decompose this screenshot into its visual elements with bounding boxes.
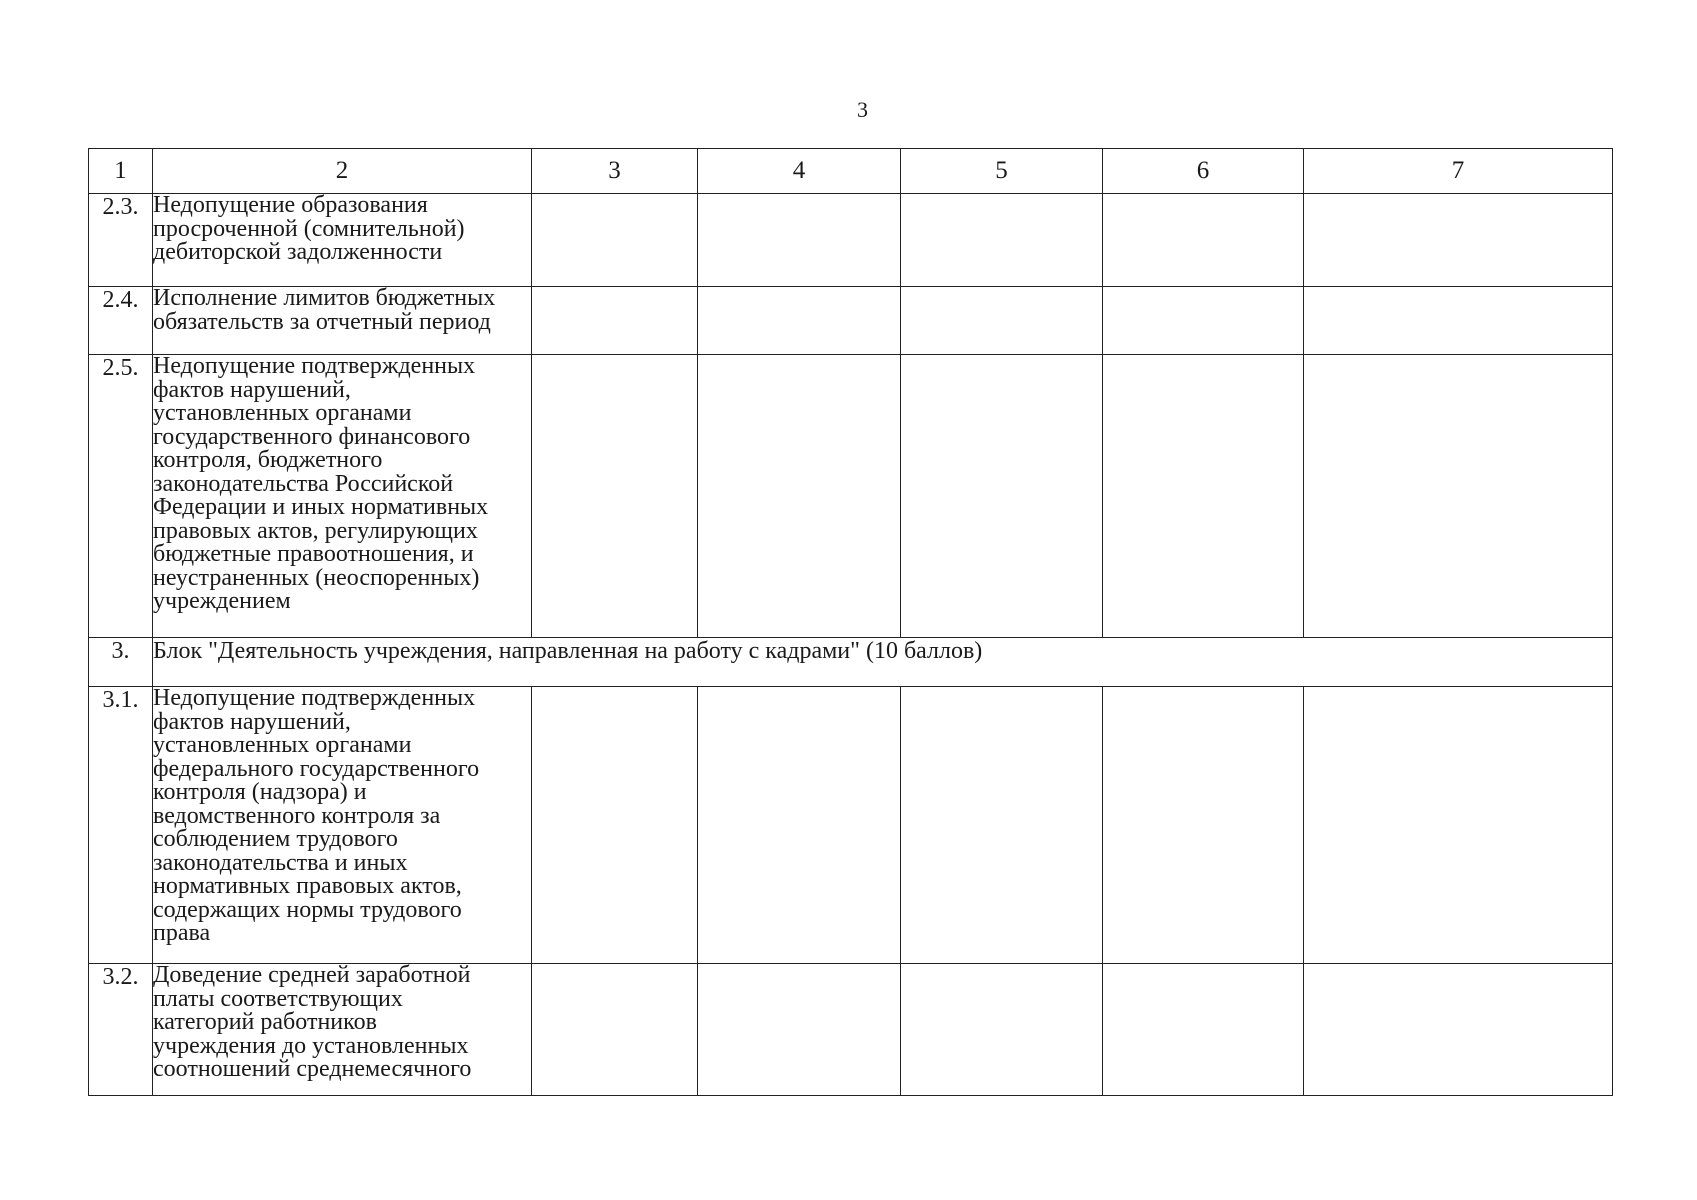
score-cell xyxy=(698,964,901,1096)
score-cell xyxy=(1304,355,1613,638)
block-row xyxy=(89,638,1613,687)
score-cell xyxy=(532,687,698,964)
row-description: Недопущение образования просроченной (сомнительной) дебиторской задолженности xyxy=(153,194,532,287)
column-header: 5 xyxy=(901,149,1103,194)
block-title: Блок "Деятельность учреждения, направленная на работу с кадрами" (10 баллов) xyxy=(153,638,1613,687)
score-cell xyxy=(1103,687,1304,964)
score-cell xyxy=(698,687,901,964)
score-cell xyxy=(698,194,901,287)
row-description: Доведение средней заработной платы соответствующих категорий работников учреждения до установленных соотношений среднемесячного xyxy=(153,964,532,1096)
score-cell xyxy=(532,964,698,1096)
score-cell xyxy=(1304,194,1613,287)
column-header: 7 xyxy=(1304,149,1613,194)
criteria-table xyxy=(88,148,1613,1096)
row-number: 2.5. xyxy=(89,355,153,638)
table-row xyxy=(89,287,1613,355)
table-row xyxy=(89,194,1613,287)
row-number: 3. xyxy=(89,638,153,687)
table-row xyxy=(89,964,1613,1096)
score-cell xyxy=(901,687,1103,964)
score-cell xyxy=(901,964,1103,1096)
table-row xyxy=(89,355,1613,638)
score-cell xyxy=(1304,964,1613,1096)
row-number: 3.1. xyxy=(89,687,153,964)
row-number: 3.2. xyxy=(89,964,153,1096)
score-cell xyxy=(1304,287,1613,355)
score-cell xyxy=(532,194,698,287)
column-header: 1 xyxy=(89,149,153,194)
row-number: 2.3. xyxy=(89,194,153,287)
column-header: 4 xyxy=(698,149,901,194)
score-cell xyxy=(1103,287,1304,355)
column-header: 2 xyxy=(153,149,532,194)
score-cell xyxy=(901,194,1103,287)
score-cell xyxy=(532,355,698,638)
column-header: 3 xyxy=(532,149,698,194)
column-header: 6 xyxy=(1103,149,1304,194)
row-description: Исполнение лимитов бюджетных обязательств за отчетный период xyxy=(153,287,532,355)
row-number: 2.4. xyxy=(89,287,153,355)
page-number: 3 xyxy=(857,97,868,122)
row-description: Недопущение подтвержденных фактов нарушений, установленных органами федерального государственного контроля (надзора) и ведомственного контроля за соблюдением трудового законодательства и иных нормативных правовых актов, содержащих нормы трудового права xyxy=(153,687,532,964)
score-cell xyxy=(532,287,698,355)
row-description: Недопущение подтвержденных фактов нарушений, установленных органами государственного финансового контроля, бюджетного законодательства Российской Федерации и иных нормативных правовых актов, регулирующих бюджетные правоотношения, и неустраненных (неоспоренных) учреждением xyxy=(153,355,532,638)
score-cell xyxy=(1103,194,1304,287)
score-cell xyxy=(901,287,1103,355)
score-cell xyxy=(698,355,901,638)
score-cell xyxy=(901,355,1103,638)
score-cell xyxy=(1103,355,1304,638)
score-cell xyxy=(698,287,901,355)
score-cell xyxy=(1103,964,1304,1096)
score-cell xyxy=(1304,687,1613,964)
table-row xyxy=(89,687,1613,964)
header-row xyxy=(89,149,1613,194)
